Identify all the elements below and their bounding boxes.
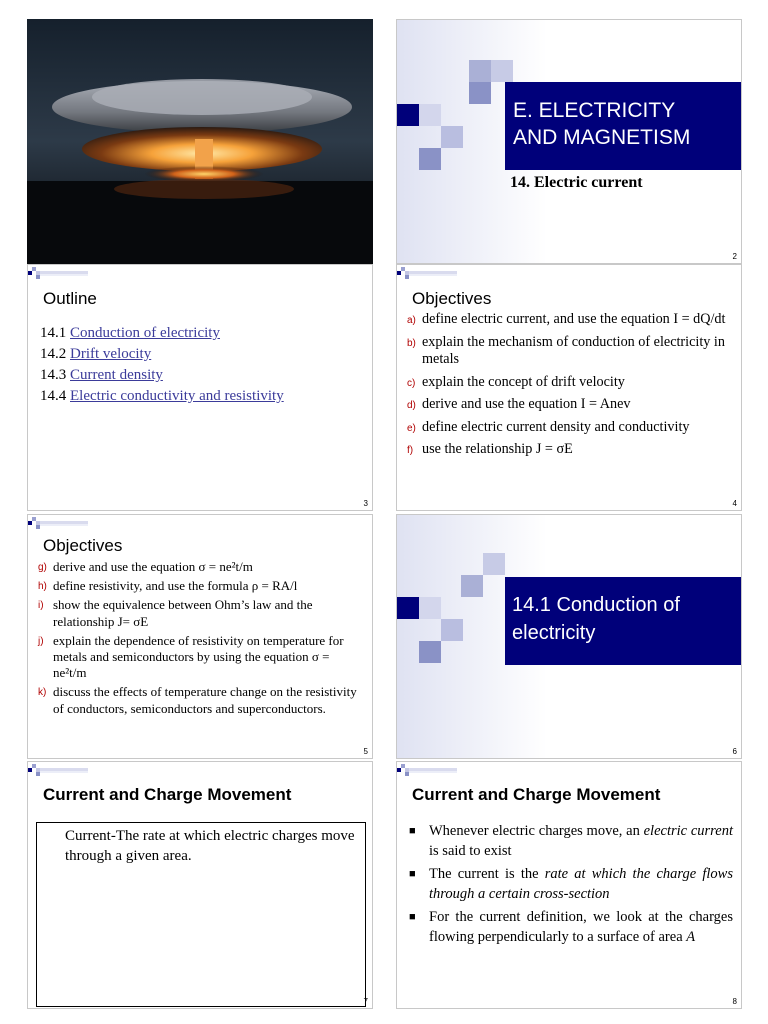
outline-list: [40, 323, 284, 407]
outline-item: [40, 323, 284, 344]
bullet-emphasis: A: [686, 928, 696, 945]
objective-letter: h): [38, 581, 47, 593]
bullet-emphasis: rate at which the charge flows through a certain cross-section: [429, 866, 733, 902]
bullet-list: [407, 822, 733, 951]
objective-letter: d): [407, 400, 416, 411]
bullet-item: [407, 865, 733, 904]
deco-square: [441, 126, 463, 148]
slide-title-line2: AND MAGNETISM: [513, 126, 691, 149]
objective-text: explain the dependence of resistivity on temperature for metals and semiconductors by using the equation σ = ne²t/m: [53, 632, 344, 681]
objective-item: [38, 559, 364, 575]
slide-number: 4: [732, 499, 737, 508]
deco-square: [469, 82, 491, 104]
slide-subtitle: 14. Electric current: [510, 174, 643, 191]
bullet-emphasis: electric current: [643, 823, 733, 839]
objective-item: [38, 684, 364, 716]
slide-number: 6: [732, 747, 737, 756]
outline-number: 14.1: [40, 325, 67, 341]
slide-corner-decoration: [28, 265, 88, 283]
deco-square: [397, 597, 419, 619]
objective-item: [38, 633, 364, 682]
objective-letter: k): [38, 687, 47, 699]
title-banner: [505, 577, 742, 665]
objective-letter: c): [407, 377, 416, 389]
outline-item: [40, 344, 284, 365]
objective-text: derive and use the equation I = Anev: [422, 396, 631, 412]
deco-square: [419, 104, 441, 126]
deco-square: [419, 641, 441, 663]
outline-number: 14.4: [40, 388, 67, 404]
definition-text: Current-The rate at which electric charges move through a given area.: [65, 828, 355, 864]
slide-number: 3: [363, 499, 368, 508]
mushroom-cloud-image: [27, 19, 373, 264]
outline-number: 14.2: [40, 346, 67, 362]
slide-number: 8: [732, 997, 737, 1006]
outline-link[interactable]: Current density: [70, 367, 163, 383]
objective-text: derive and use the equation σ = ne²t/m: [53, 559, 253, 574]
slide-number: 2: [732, 252, 737, 261]
objective-item: [407, 311, 733, 329]
objective-text: define resistivity, and use the formula ρ = RA/l: [53, 578, 298, 594]
objective-letter: g): [38, 562, 47, 573]
deco-square: [419, 148, 441, 170]
slide-title: Current and Charge Movement: [43, 785, 292, 804]
slide-title: Outline: [43, 289, 97, 308]
objective-letter: j): [38, 635, 44, 647]
slide-corner-decoration: [397, 265, 457, 283]
outline-item: [40, 365, 284, 386]
outline-link[interactable]: Drift velocity: [70, 346, 152, 362]
slide-number: 5: [363, 747, 368, 756]
outline-item: [40, 386, 284, 407]
slide-title-line2: electricity: [512, 622, 596, 644]
outline-link[interactable]: Electric conductivity and resistivity: [70, 388, 284, 404]
definition-box: [36, 822, 366, 1007]
bullet-text: Whenever electric charges move, an: [429, 823, 644, 839]
slide-corner-decoration: [397, 762, 457, 780]
objective-text: define electric current density and conductivity: [422, 418, 690, 435]
deco-square: [441, 619, 463, 641]
bullet-item: [407, 822, 733, 861]
objective-letter: a): [407, 315, 416, 326]
objective-item: [38, 578, 364, 594]
outline-number: 14.3: [40, 367, 67, 383]
objective-item: [407, 419, 733, 437]
objective-letter: b): [407, 337, 416, 349]
deco-square: [419, 597, 441, 619]
slide-8: [396, 761, 742, 1009]
slide-5: [27, 514, 373, 759]
deco-square: [491, 60, 513, 82]
objective-text: define electric current, and use the equation I = dQ/dt: [422, 311, 726, 327]
slide-7: [27, 761, 373, 1009]
slide-title: Objectives: [43, 536, 123, 555]
slide-1-image: [27, 19, 373, 264]
objective-item: [407, 396, 733, 414]
bullet-text: For the current definition, we look at the charges flowing perpendicularly to a surface of area: [429, 909, 733, 945]
slide-title-line1: 14.1 Conduction of: [512, 594, 680, 616]
deco-square: [397, 104, 419, 126]
slide-4: [396, 264, 742, 511]
slide-number: 7: [363, 997, 368, 1006]
slide-title-line1: E. ELECTRICITY: [513, 99, 676, 122]
objective-letter: i): [38, 600, 44, 612]
objective-text: discuss the effects of temperature change on the resistivity of conductors, semiconductors and superconductors.: [53, 684, 357, 716]
title-banner: [505, 82, 742, 170]
objectives-list: [38, 559, 364, 720]
objectives-list: [407, 311, 733, 464]
bullet-text: The current is the: [429, 866, 545, 882]
objective-letter: f): [407, 445, 414, 456]
deco-square: [469, 60, 491, 82]
slide-corner-decoration: [28, 762, 88, 780]
slide-title: Current and Charge Movement: [412, 785, 661, 804]
deco-square: [461, 575, 483, 597]
objective-text: explain the mechanism of conduction of electricity in metals: [422, 333, 725, 367]
slide-title: Objectives: [412, 289, 492, 308]
objective-item: [38, 597, 364, 629]
slide-2: [396, 19, 742, 264]
objective-letter: e): [407, 422, 416, 434]
objective-text: show the equivalence between Ohm’s law and the relationship J= σE: [53, 597, 313, 629]
slide-6: [396, 514, 742, 759]
slide-corner-decoration: [28, 515, 88, 533]
objective-text: explain the concept of drift velocity: [422, 373, 625, 390]
bullet-item: [407, 908, 733, 947]
deco-square: [483, 553, 505, 575]
objective-item: [407, 334, 733, 369]
bullet-text: is said to exist: [429, 842, 512, 859]
objective-item: [407, 374, 733, 392]
objective-text: use the relationship J = σE: [422, 441, 573, 457]
outline-link[interactable]: Conduction of electricity: [70, 325, 220, 341]
slide-3: [27, 264, 373, 511]
objective-item: [407, 441, 733, 459]
